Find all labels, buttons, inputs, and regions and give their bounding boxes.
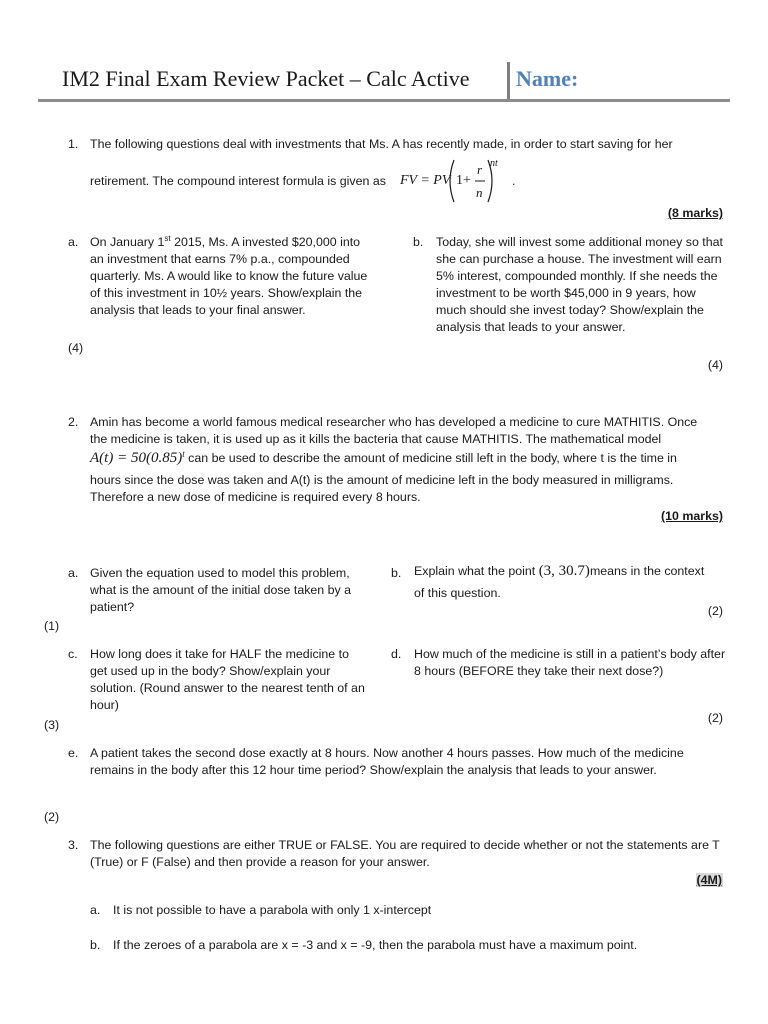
q2-line1: Amin has become a world famous medical researcher who has developed a medicine to cure MATHITIS. Once bbox=[90, 415, 698, 429]
formula-denominator: n bbox=[476, 185, 483, 200]
q3a-label: a. bbox=[90, 903, 101, 917]
q2d-text: How much of the medicine is still in a patient’s body after 8 hours (BEFORE they take their next dose?) bbox=[414, 647, 726, 678]
q2c-text: How long does it take for HALF the medicine to get used up in the body? Show/explain your solution. (Round answer to the nearest tenth of an hour) bbox=[90, 647, 365, 712]
q1a-superscript: st bbox=[164, 233, 171, 243]
formula-exponent: nt bbox=[490, 158, 498, 169]
q2-model-line bbox=[90, 450, 677, 467]
header-divider bbox=[507, 62, 510, 100]
page-title: IM2 Final Exam Review Packet – Calc Active bbox=[62, 66, 470, 91]
compound-interest-formula bbox=[400, 158, 530, 204]
q1b-points: (4) bbox=[707, 358, 723, 372]
formula-lhs: FV = PV bbox=[400, 173, 451, 188]
q3-marks-badge: (4M) bbox=[696, 873, 722, 887]
q1-marks: (8 marks) bbox=[667, 206, 723, 220]
formula-numerator: r bbox=[477, 162, 483, 177]
q2-model-equation: A(t) = 50(0.85) bbox=[90, 450, 183, 466]
formula-one-plus: 1+ bbox=[456, 173, 471, 188]
q2b-point: (3, 30.7) bbox=[538, 563, 590, 579]
q1a-text-rest: 2015, Ms. A invested $20,000 into an investment that earns 7% p.a., compounded quarterly. Ms. A would like to know the future value of this investment in 10½ years. Show/explain the analysis that leads to your final answer. bbox=[90, 235, 368, 317]
q2d-points: (2) bbox=[707, 711, 723, 725]
q2d-label: d. bbox=[391, 647, 402, 661]
q3a-text: It is not possible to have a parabola with only 1 x-intercept bbox=[113, 903, 432, 917]
q1a-text-start: On January 1 bbox=[90, 235, 165, 249]
q2a-label: a. bbox=[68, 566, 79, 580]
q1a-label: a. bbox=[68, 235, 79, 249]
q3b-text: If the zeroes of a parabola are x = -3 and x = -9, then the parabola must have a maximum point. bbox=[113, 938, 638, 952]
q2b-points: (2) bbox=[707, 604, 723, 618]
q2-line3: can be used to describe the amount of medicine still left in the body, where t is the time in bbox=[188, 451, 677, 465]
q2-line5: Therefore a new dose of medicine is required every 8 hours. bbox=[90, 490, 421, 504]
q1a-text bbox=[90, 234, 375, 319]
q2a-points: (1) bbox=[44, 619, 60, 633]
q1b-text: Today, she will invest some additional money so that she can purchase a house. The investment will earn 5% interest, compounded monthly. If she needs the investment to be worth $45,000 in 9 years, how much should she invest today? Show/explain the analysis that leads to your answer. bbox=[436, 235, 723, 334]
q2b-line1 bbox=[414, 563, 704, 580]
q2-line2: the medicine is taken, it is used up as it kills the bacteria that cause MATHITIS. The mathematical model bbox=[90, 432, 662, 446]
formula-period: . bbox=[512, 174, 516, 188]
q3-number: 3. bbox=[68, 838, 79, 852]
q2-marks: (10 marks) bbox=[661, 509, 723, 523]
q2b-text-after: means in the context bbox=[589, 564, 705, 578]
q3-marks bbox=[696, 872, 723, 889]
q2b-line2: of this question. bbox=[414, 586, 501, 600]
q1-intro-line1: The following questions deal with investments that Ms. A has recently made, in order to start saving for her bbox=[90, 137, 673, 151]
formula-parentheses bbox=[446, 158, 496, 204]
q2-model-exponent: t bbox=[182, 448, 185, 459]
q2a-text: Given the equation used to model this problem, what is the amount of the initial dose taken by a patient? bbox=[90, 566, 352, 614]
q2e-label: e. bbox=[68, 746, 79, 760]
q2e-text: A patient takes the second dose exactly at 8 hours. Now another 4 hours passes. How much of the medicine remains in the body after this 12 hour time period? Show/explain the analysis that leads to your answer. bbox=[90, 746, 684, 777]
q3b-label: b. bbox=[90, 938, 101, 952]
q2c-label: c. bbox=[68, 647, 78, 661]
header-rule bbox=[38, 99, 730, 102]
q2b-label: b. bbox=[391, 566, 402, 580]
q1a-points: (4) bbox=[68, 341, 84, 355]
q2-number: 2. bbox=[68, 415, 79, 429]
q1-intro-line2: retirement. The compound interest formula is given as bbox=[90, 174, 386, 188]
q1b-label: b. bbox=[413, 235, 424, 249]
q2-line4: hours since the dose was taken and A(t) is the amount of medicine left in the body measured in milligrams. bbox=[90, 473, 674, 487]
name-label: Name: bbox=[516, 66, 579, 91]
q2b-text-before: Explain what the point bbox=[414, 564, 536, 578]
q2e-points: (2) bbox=[44, 810, 60, 824]
q3-text: The following questions are either TRUE or FALSE. You are required to decide whether or not the statements are T (True) or F (False) and then provide a reason for your answer. bbox=[90, 838, 720, 869]
q2c-points: (3) bbox=[44, 718, 60, 732]
q1-number: 1. bbox=[68, 137, 79, 151]
